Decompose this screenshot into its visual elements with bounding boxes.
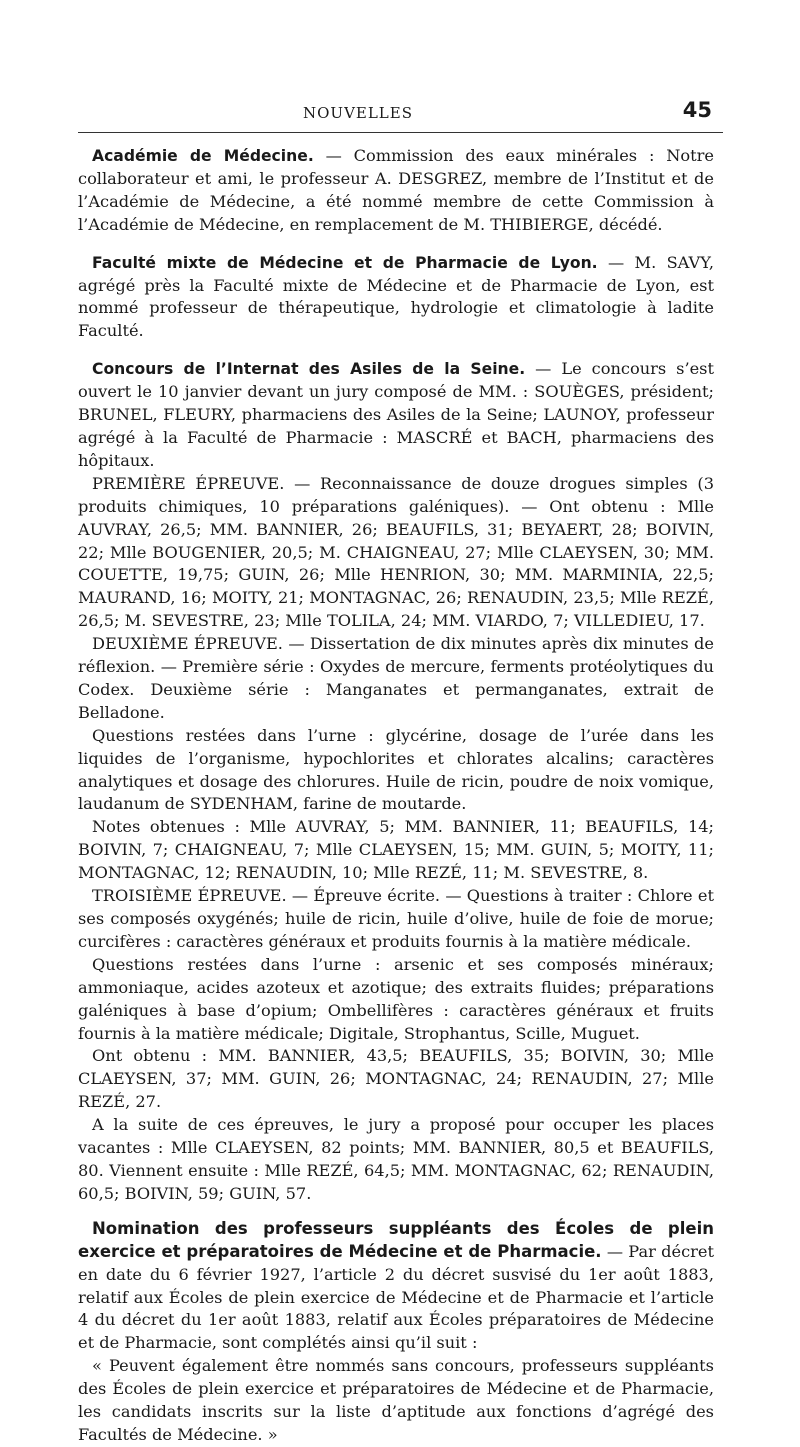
paragraph-text: — Le concours s’est ouvert le 10 janvier devant un jury composé de MM. : SOUÈGES, président; BRUNEL, FLEURY, pharmaciens des Asiles de la Seine; LAUNOY, professeur agrégé à la Faculté de Pharmacie : MASCRÉ et BACH, pharmaciens des hôpitaux.	[78, 359, 714, 470]
paragraph	[78, 1218, 714, 1355]
section-lyon	[78, 252, 714, 344]
paragraph-text: — M. SAVY, agrégé près la Faculté mixte de Médecine et de Pharmacie de Lyon, est nommé professeur de thérapeutique, hydrologie et climatologie à ladite Faculté.	[78, 252, 714, 341]
paragraph	[78, 145, 714, 237]
paragraph-quotation: « Peuvent également être nommés sans concours, professeurs suppléants des Écoles de plein exercice et préparatoires de Médecine et de Pharmacie, les candidats inscrits sur la liste d’aptitude aux fonctions d’agrégé des Facultés de Médecine. »	[78, 1356, 714, 1444]
paragraph	[78, 252, 714, 344]
paragraph-text: — Commission des eaux minérales : Notre collaborateur et ami, le professeur A. DESGREZ, membre de l’Institut et de l’Académie de Médecine, a été nommé membre de cette Commission à l’Académie de Médecine, en remplacement de M. THIBIERGE, décédé.	[78, 146, 714, 234]
section-nomination	[78, 1218, 714, 1447]
paragraph-questions-deuxieme: Questions restées dans l’urne : glycérine, dosage de l’urée dans les liquides de l’organisme, hypochlorites et chlorates alcalins; caractères analytiques et dosage des chlorures. Huile de ricin, poudre de noix vomique, laudanum de SYDENHAM, farine de moutarde.	[78, 725, 714, 814]
running-title: NOUVELLES	[303, 104, 413, 122]
section-academie	[78, 145, 714, 237]
section-heading: Faculté mixte de Médecine et de Pharmacie de Lyon.	[92, 253, 598, 272]
paragraph-premiere-epreuve: PREMIÈRE ÉPREUVE. — Reconnaissance de douze drogues simples (3 produits chimiques, 10 préparations galéniques). — Ont obtenu : Mlle AUVRAY, 26,5; MM. BANNIER, 26; BEAUFILS, 31; BEYAERT, 28; BOIVIN, 22; Mlle BOUGENIER, 20,5; M. CHAIGNEAU, 27; Mlle CLAEYSEN, 30; MM. COUETTE, 19,75; GUIN, 26; Mlle HENRION, 30; MM. MARMINIA, 22,5; MAURAND, 16; MOITY, 21; MONTAGNAC, 26; RENAUDIN, 23,5; Mlle REZÉ, 26,5; M. SEVESTRE, 23; Mlle TOLILA, 24; MM. VIARDO, 7; VILLEDIEU, 17.	[78, 473, 714, 631]
running-head	[78, 96, 714, 130]
paragraph-notes-obtenues: Notes obtenues : Mlle AUVRAY, 5; MM. BANNIER, 11; BEAUFILS, 14; BOIVIN, 7; CHAIGNEAU, 7; Mlle CLAEYSEN, 15; MM. GUIN, 5; MOITY, 11; MONTAGNAC, 12; RENAUDIN, 10; Mlle REZÉ, 11; M. SEVESTRE, 8.	[78, 817, 714, 883]
section-heading: Concours de l’Internat des Asiles de la Seine.	[92, 360, 526, 379]
paragraph	[78, 358, 714, 473]
section-heading: Nomination des professeurs suppléants des Écoles de plein exercice et préparatoires de Médecine et de Pharmacie.	[78, 1218, 714, 1261]
journal-page	[78, 96, 714, 1447]
paragraph-classement: A la suite de ces épreuves, le jury a proposé pour occuper les places vacantes : Mlle CLAEYSEN, 82 points; MM. BANNIER, 80,5 et BEAUFILS, 80. Viennent ensuite : Mlle REZÉ, 64,5; MM. MONTAGNAC, 62; RENAUDIN, 60,5; BOIVIN, 59; GUIN, 57.	[78, 1115, 714, 1203]
header-rule	[78, 132, 723, 133]
paragraph-ont-obtenu: Ont obtenu : MM. BANNIER, 43,5; BEAUFILS, 35; BOIVIN, 30; Mlle CLAEYSEN, 37; MM. GUIN, 26; MONTAGNAC, 24; RENAUDIN, 27; Mlle REZÉ, 27.	[78, 1046, 714, 1112]
section-heading: Académie de Médecine.	[92, 147, 314, 165]
section-internat	[78, 358, 714, 1206]
page-number: 45	[682, 98, 712, 122]
news-content	[78, 145, 714, 1447]
paragraph-text: — Par décret en date du 6 février 1927, l’article 2 du décret susvisé du 1er août 1883, relatif aux Écoles de plein exercice de Médecine et de Pharmacie et l’article 4 du décret du 1er août 1883, relatif aux Écoles préparatoires de Médecine et de Pharmacie, sont complétés ainsi qu’il suit :	[78, 1241, 714, 1353]
paragraph-questions-troisieme: Questions restées dans l’urne : arsenic et ses composés minéraux; ammoniaque, acides azoteux et azotique; des extraits fluides; préparations galéniques à base d’opium; Ombellifères : caractères généraux et fruits fournis à la matière médicale; Digitale, Strophantus, Scille, Muguet.	[78, 954, 714, 1043]
paragraph-deuxieme-epreuve: DEUXIÈME ÉPREUVE. — Dissertation de dix minutes après dix minutes de réflexion. — Première série : Oxydes de mercure, ferments protéolytiques du Codex. Deuxième série : Manganates et permanganates, extrait de Belladone.	[78, 634, 714, 722]
paragraph-troisieme-epreuve: TROISIÈME ÉPREUVE. — Épreuve écrite. — Questions à traiter : Chlore et ses composés oxygénés; huile de ricin, huile d’olive, huile de foie de morue; curcifères : caractères généraux et produits fournis à la matière médicale.	[78, 886, 714, 951]
